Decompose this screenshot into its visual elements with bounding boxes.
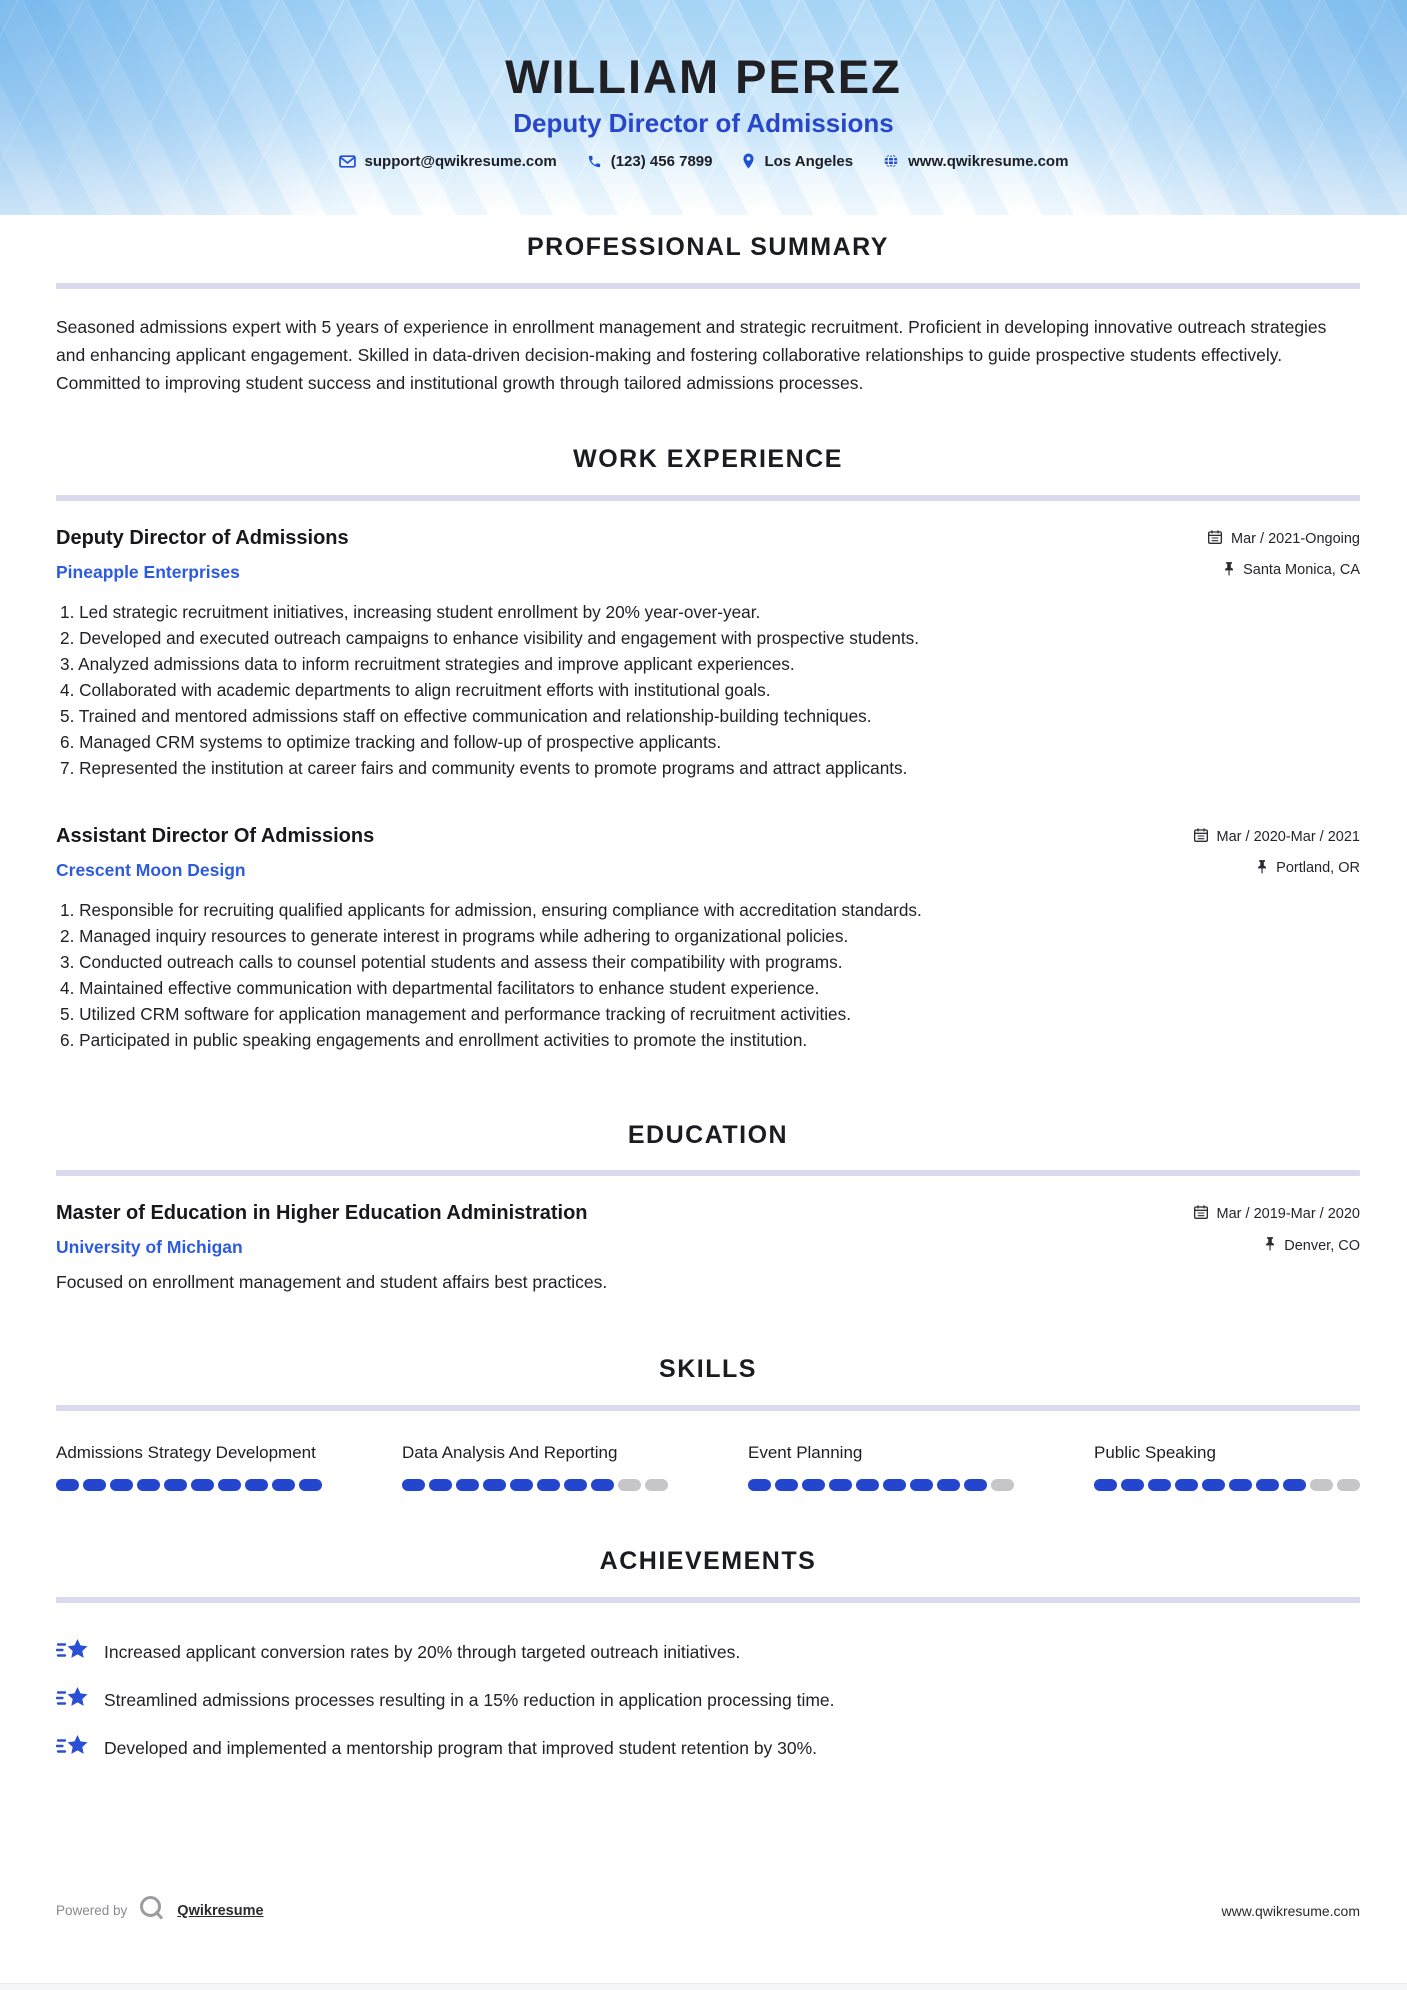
skill-pill [1310,1479,1333,1491]
section-skills [56,1355,1360,1491]
summary-heading: PROFESSIONAL SUMMARY [527,233,889,261]
person-name: WILLIAM PEREZ [505,50,902,103]
skill-pill [83,1479,106,1491]
skill-pill [164,1479,187,1491]
experience-heading: WORK EXPERIENCE [573,444,843,473]
achievements-heading: ACHIEVEMENTS [599,1547,817,1575]
calendar-icon [1207,529,1223,549]
contact-email[interactable] [339,153,557,170]
education-heading: EDUCATION [627,1120,789,1149]
skill-pill [775,1479,798,1491]
globe-icon [883,153,899,169]
job-title: Deputy Director of Admissions [56,526,349,549]
pushpin-icon [1255,859,1268,878]
skill-pill [964,1479,987,1491]
skill-pill [1094,1479,1117,1491]
phone-icon [587,154,602,169]
skill-item [1094,1441,1360,1491]
resume-header [0,0,1407,215]
skill-pill [245,1479,268,1491]
skill-pill [1229,1479,1252,1491]
contact-email-text: support@qwikresume.com [364,152,557,170]
qwikresume-q-icon [137,1893,167,1928]
experience-bullet: Developed and executed outreach campaigns to enhance visibility and engagement with prospective students. [79,627,919,648]
education-description: Focused on enrollment management and student affairs best practices. [56,1272,608,1293]
skill-pill [937,1479,960,1491]
skill-pill [856,1479,879,1491]
pushpin-icon [1222,561,1235,580]
shooting-star-icon [56,1637,90,1668]
skill-pill [191,1479,214,1491]
powered-by-label: Powered by [56,1903,128,1918]
skill-pill [748,1479,771,1491]
skill-level-bar [1094,1479,1360,1491]
job-location [1207,561,1360,580]
skill-pill [883,1479,906,1491]
brand-link[interactable]: Qwikresume [177,1902,264,1919]
section-divider [56,1170,1360,1176]
skill-pill [429,1479,452,1491]
education-entry [56,1202,1360,1293]
skill-pill [645,1479,668,1491]
skill-pill [591,1479,614,1491]
bottom-strip [0,1983,1407,1990]
experience-bullet: Responsible for recruiting qualified applicants for admission, ensuring compliance with accreditation standards. [79,899,922,920]
job-dates [1193,827,1360,847]
footer-website[interactable]: www.qwikresume.com [1221,1902,1360,1919]
contact-phone [587,153,713,170]
experience-bullet: Led strategic recruitment initiatives, increasing student enrollment by 20% year-over-year. [79,601,761,622]
education-location-text: Denver, CO [1284,1237,1360,1254]
experience-bullet: Collaborated with academic departments to align recruitment efforts with institutional goals. [79,679,771,700]
job-dates-text: Mar / 2021-Ongoing [1231,530,1360,547]
person-job-title: Deputy Director of Admissions [513,107,894,138]
contact-location-text: Los Angeles [764,152,854,170]
skill-level-bar [402,1479,668,1491]
skill-pill [564,1479,587,1491]
achievement-item [56,1733,1360,1764]
section-divider [56,1597,1360,1603]
skill-pill [299,1479,322,1491]
skill-pill [110,1479,133,1491]
contact-website[interactable] [883,153,1068,170]
skill-pill [272,1479,295,1491]
skill-pill [1283,1479,1306,1491]
education-dates [1193,1204,1360,1224]
experience-bullet: Utilized CRM software for application management and performance tracking of recruitment activities. [79,1003,851,1024]
resume-body [0,233,1407,1764]
pushpin-icon [1263,1236,1276,1255]
job-duty-list [56,897,1360,1053]
job-entry [56,825,1360,1053]
calendar-icon [1193,827,1209,847]
skill-label: Data Analysis And Reporting [402,1443,618,1462]
experience-bullet: Trained and mentored admissions staff on effective communication and relationship-building techniques. [78,705,872,726]
skill-pill [218,1479,241,1491]
degree-title: Master of Education in Higher Education Administration [56,1202,588,1225]
skill-pill [137,1479,160,1491]
experience-bullet: Conducted outreach calls to counsel potential students and assess their compatibility with programs. [79,951,843,972]
skill-pill [802,1479,825,1491]
job-location [1193,859,1360,878]
skill-label: Public Speaking [1094,1443,1216,1462]
job-company-link: Pineapple Enterprises [56,561,240,582]
school-link: University of Michigan [56,1237,243,1258]
achievement-item [56,1637,1360,1668]
achievement-text: Increased applicant conversion rates by 20% through targeted outreach initiatives. [104,1641,741,1662]
job-location-text: Portland, OR [1276,860,1360,876]
skill-pill [1256,1479,1279,1491]
skills-heading: SKILLS [659,1355,757,1384]
experience-bullet: Participated in public speaking engagements and enrollment activities to promote the institution. [79,1029,808,1050]
experience-bullet: Managed CRM systems to optimize tracking and follow-up of prospective applicants. [79,731,722,752]
skill-pill [537,1479,560,1491]
skill-pill [991,1479,1014,1491]
skill-item [748,1441,1014,1491]
skill-pill [618,1479,641,1491]
skill-label: Event Planning [748,1443,863,1462]
skill-item [56,1441,322,1491]
skill-pill [1148,1479,1171,1491]
job-entry [56,527,1360,781]
experience-bullet: Managed inquiry resources to generate interest in programs while adhering to organizational policies. [79,925,849,946]
contact-website-text: www.qwikresume.com [908,152,1069,170]
skill-pill [56,1479,79,1491]
contact-phone-text: (123) 456 7899 [610,152,713,170]
skill-level-bar [748,1479,1014,1491]
job-company-link: Crescent Moon Design [56,859,246,880]
job-duty-list [56,599,1360,781]
achievements-list [56,1637,1360,1764]
contact-location [742,153,853,170]
page-footer [56,1893,1360,1928]
skills-grid [56,1441,1360,1491]
skill-pill [1337,1479,1360,1491]
skill-pill [1121,1479,1144,1491]
skill-pill [483,1479,506,1491]
skill-level-bar [56,1479,322,1491]
skill-pill [510,1479,533,1491]
skill-pill [910,1479,933,1491]
experience-bullet: Maintained effective communication with departmental facilitators to enhance student experience. [79,977,820,998]
skill-pill [1202,1479,1225,1491]
calendar-icon [1193,1204,1209,1224]
shooting-star-icon [56,1685,90,1716]
section-divider [56,495,1360,501]
education-location [1193,1236,1360,1255]
achievement-item [56,1685,1360,1716]
contact-row [0,153,1407,170]
section-achievements [56,1547,1360,1764]
shooting-star-icon [56,1733,90,1764]
skill-pill [402,1479,425,1491]
section-experience [56,445,1360,1053]
skill-pill [1175,1479,1198,1491]
section-divider [56,283,1360,289]
map-pin-icon [742,153,755,169]
section-divider [56,1405,1360,1411]
experience-bullet: Analyzed admissions data to inform recruitment strategies and improve applicant experiences. [78,653,795,674]
job-title: Assistant Director Of Admissions [56,824,375,847]
experience-bullet: Represented the institution at career fairs and community events to promote programs and attract applicants. [79,757,908,778]
achievement-text: Developed and implemented a mentorship program that improved student retention by 30%. [104,1737,818,1758]
education-dates-text: Mar / 2019-Mar / 2020 [1216,1206,1360,1223]
skill-item [402,1441,668,1491]
job-dates-text: Mar / 2020-Mar / 2021 [1216,828,1360,845]
skill-pill [456,1479,479,1491]
summary-text: Seasoned admissions expert with 5 years of experience in enrollment management and strategic recruitment. Proficient in developing innovative outreach strategies and enhancing applicant engagement. Skilled in data-driven decision-making and fostering collaborative relationships to guide prospective students effectively. Committed to improving student success and institutional growth through tailored admissions processes. [56,316,1327,393]
achievement-text: Streamlined admissions processes resulting in a 15% reduction in application processing time. [104,1689,835,1710]
job-dates [1207,529,1360,549]
section-education [56,1121,1360,1294]
envelope-icon [339,155,356,168]
skill-pill [829,1479,852,1491]
section-summary [56,233,1360,397]
skill-label: Admissions Strategy Development [56,1443,316,1462]
job-location-text: Santa Monica, CA [1243,562,1360,578]
